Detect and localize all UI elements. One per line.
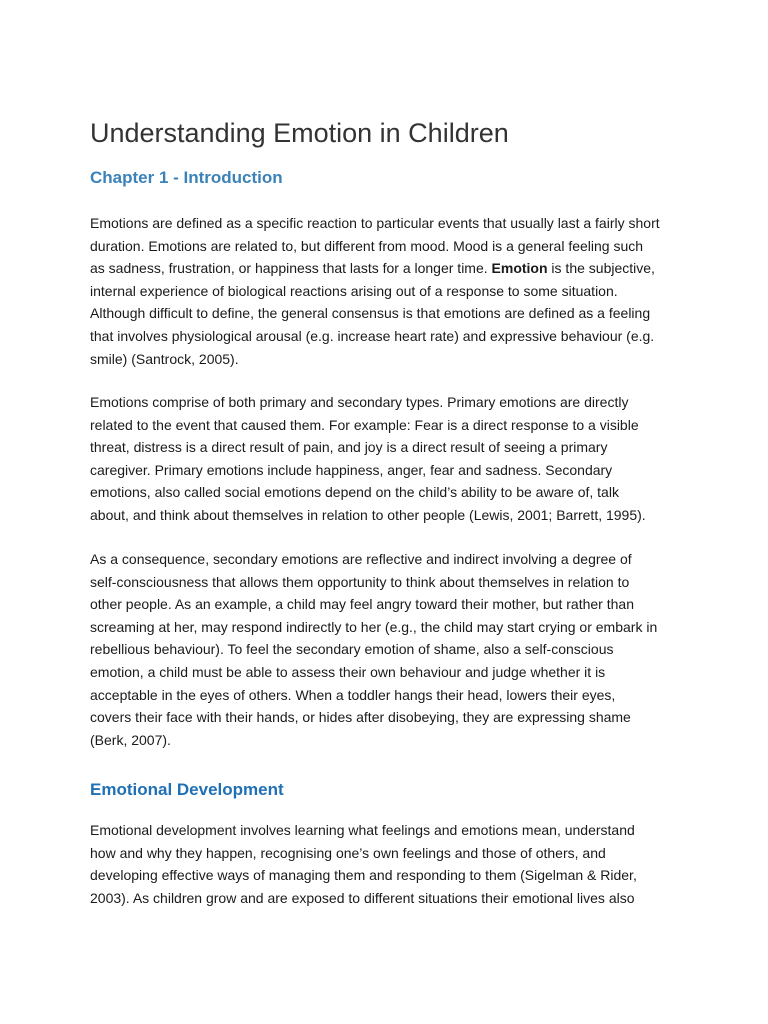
text-run: as sadness, frustration, or happiness that lasts for a longer time.	[90, 260, 492, 277]
paragraph-line: 2003). As children grow and are exposed to different situations their emotional lives also	[90, 889, 635, 906]
text-run: is the subjective,	[547, 260, 655, 277]
bold-term: Emotion	[491, 260, 548, 277]
paragraph-line: Emotions are defined as a specific reaction to particular events that usually last a fairly short	[90, 215, 660, 231]
paragraph-line: covers their face with their hands, or hides after disobeying, they are expressing shame	[90, 709, 631, 726]
paragraph-line: about, and think about themselves in relation to other people (Lewis, 2001; Barrett, 1995).	[90, 506, 646, 523]
paragraph-line: As a consequence, secondary emotions are reflective and indirect involving a degree of	[90, 551, 632, 567]
paragraph-line: related to the event that caused them. For example: Fear is a direct response to a visible	[90, 416, 639, 433]
paragraph-definition	[90, 212, 690, 370]
paragraph-line: screaming at her, may respond indirectly to her (e.g., the child may start crying or embark in	[90, 618, 658, 635]
document-title: Understanding Emotion in Children	[90, 118, 509, 148]
paragraph-line: acceptable in the eyes of others. When a toddler hangs their head, lowers their eyes,	[90, 686, 616, 703]
paragraph-line: emotions, also called social emotions depend on the child’s ability to be aware of, talk	[90, 484, 619, 501]
paragraph-line	[90, 257, 690, 280]
section-heading: Emotional Development	[90, 780, 284, 799]
paragraph-line: developing effective ways of managing them and responding to them (Sigelman & Rider,	[90, 867, 637, 884]
paragraph-line: threat, distress is a direct result of pain, and joy is a direct result of seeing a primary	[90, 439, 608, 456]
paragraph-line: caregiver. Primary emotions include happiness, anger, fear and sadness. Secondary	[90, 461, 613, 478]
paragraph-line: other people. As an example, a child may feel angry toward their mother, but rather than	[90, 596, 634, 613]
paragraph-line: (Berk, 2007).	[90, 731, 171, 748]
paragraph-line: internal experience of biological reactions arising out of a response to some situation.	[90, 282, 618, 299]
paragraph-line: self-consciousness that allows them opportunity to think about themselves in relation to	[90, 573, 630, 590]
paragraph-line: emotion, a child must be able to assess their own behaviour and judge whether it is	[90, 663, 606, 680]
chapter-heading: Chapter 1 - Introduction	[90, 168, 283, 187]
paragraph-emotion-types	[90, 391, 690, 527]
paragraph-line: Emotions comprise of both primary and secondary types. Primary emotions are directly	[90, 394, 629, 410]
paragraph-line: duration. Emotions are related to, but different from mood. Mood is a general feeling such	[90, 237, 644, 254]
paragraph-line: how and why they happen, recognising one’s own feelings and those of others, and	[90, 844, 606, 861]
paragraph-secondary-emotions	[90, 548, 690, 751]
paragraph-line: rebellious behaviour). To feel the secondary emotion of shame, also a self-conscious	[90, 641, 614, 658]
paragraph-line: smile) (Santrock, 2005).	[90, 350, 239, 367]
paragraph-emotional-development	[90, 819, 690, 909]
paragraph-line: that involves physiological arousal (e.g. increase heart rate) and expressive behaviour (e.g.	[90, 327, 655, 344]
paragraph-line: Although difficult to define, the general consensus is that emotions are defined as a feeling	[90, 305, 651, 322]
paragraph-line: Emotional development involves learning what feelings and emotions mean, understand	[90, 822, 635, 838]
